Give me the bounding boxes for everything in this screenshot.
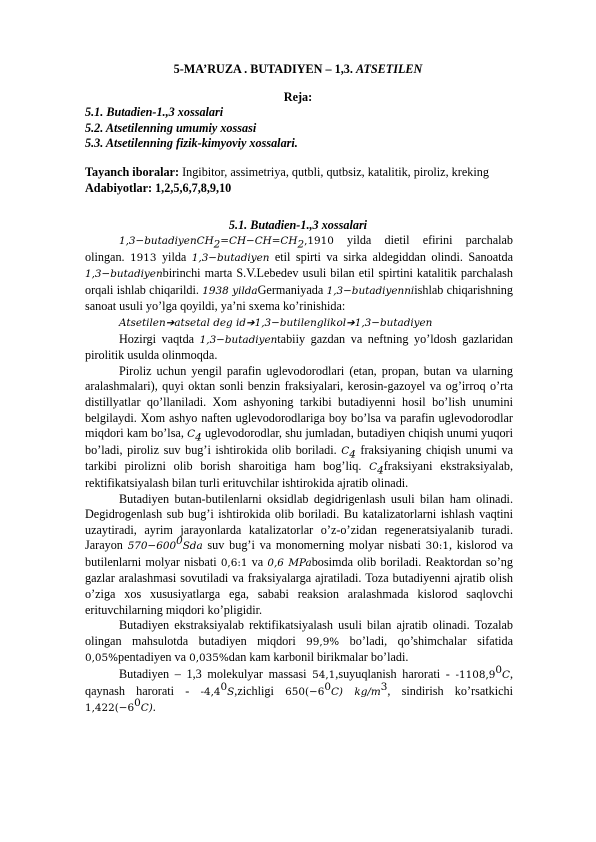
- paragraph-history: $1,3-butadiyenCH_2=CH-CH=CH_2,1910$ yilda dietil efirini parchalab olingan. 1913 yilda 1,3−butadiyen etil spirti va sirka aldegiddan olindi. Sanoatda 1,3−butadiyenbirinchi marta S.V.Lebedev usuli bilan etil spirtini katalitik parchalash orqali ishlab chiqarildi. 1938 yildaGermaniyada 1,3−butadiyenniishlab chiqarishning sanoat usuli yo’lga qoyildi, ya’ni sxema ko’rinishida:: [85, 233, 513, 314]
- reaction-scheme: Atsetilen➔atsetal deg id➔1,3−butilenglikol➔1,3−butadiyen: [119, 316, 433, 329]
- keywords-block: [85, 165, 513, 196]
- body-text: [85, 233, 513, 717]
- literature-line: Adabiyotlar: 1,2,5,6,7,8,9,10: [85, 180, 232, 195]
- lecture-title: 5-MA’RUZA . BUTADIYEN – 1,3. ATSETILEN: [173, 62, 423, 76]
- section-title: 5.1. Butadien-1.,3 xossalari: [228, 218, 368, 232]
- toc-item: 5.1. Butadien-1.,3 xossalari: [85, 105, 224, 119]
- paragraph-extraction: Butadiyen ekstraksiyalab rektifikatsiyalash usuli bilan ajratib olinadi. Tozalab olingan mahsulotda butadiyen miqdori 99,9% bo’ladi, qo’shimchalar sifatida 0,05%pentadiyen va 0,035%dan kam karbonil birikmalar bo’ladi.: [85, 618, 513, 665]
- toc-item: 5.2. Atsetilenning umumiy xossasi: [85, 120, 257, 135]
- table-of-contents: [85, 105, 525, 152]
- paragraph-properties: Butadiyen – 1,3 molekulyar massasi 54,1,suyuqlanish harorati - -1108,9$^0$C, qaynash harorati - -4,4$^0$S,zichligi 650(−6$^0$C) kg/m$^3$, sindirish ko’rsatkichi 1,422(−6$^0$C).: [85, 663, 514, 715]
- keywords-text: Ingibitor, assimetriya, qutbli, qutbsiz, katalitik, piroliz, kreking: [179, 165, 489, 179]
- paragraph-pyrolysis: Piroliz uchun yengil parafin uglevodorodlari (etan, propan, butan va ularning aralashmalari), quyi oktan sonli benzin fraksiyalari, kerosin-gazoyel va og’irroq o’rta distillyatlar qo’llaniladi. Xom ashyoning tarkibi butadiyenni hosil bo’lish unumini belgilaydi. Xom ashyo naften uglevodorodlariga boy bo’lsa va parafin uglevodorodlar miqdori kam bo’lsa, $C_4$ uglevodorodlar, shu jumladan, butadiyen chiqish unumi yuqori bo’ladi, piroliz suv bug’i ishtirokida olib boriladi. $C_4$ fraksiyaning chiqish unumi va tarkibi pirolizni olib borish sharoitiga ham bog’liq. $C_4fraksiyani$ ekstraksiyalab, rektifikatsiyalash bilan turli erituvchilar ishtirokida ajratib olinadi.: [85, 363, 514, 490]
- paragraph-modern: Hozirgi vaqtda 1,3−butadiyentabiiy gazdan va neftning yo’ldosh gazlaridan pirolitik usulda olinmoqda.: [85, 331, 513, 363]
- paragraph-dehydrogenation: Butadiyen butan-butilenlarni oksidlab degidrigenlash usuli bilan ham olinadi. Degidrogenlash sub bug’i ishtirokida olib boriladi. Bu katalizatorlarni ishlash vaqtini uzaytiradi, ayrim jarayonlarda katalizatorlar o’z-o’zidan regeneratsiyalanib turadi. Jarayon $570-600^0Sda$ suv bug’i va monomerning molyar nisbati 30:1, kislorod va butilenlarni molyar nisbati 0,6:1 va 0,6 MPabosimda olib boriladi. Reaktordan so’ng gazlar aralashmasi sovutiladi va fraksiyalarga ajratiladi. Toza butadiyenni ajratib olish o’ziga xos xususiyatlarga ega, sababi reaksion aralashmada kislorod saqlovchi erituvchilarning miqdori ko’pligidir.: [85, 491, 514, 617]
- toc-item: 5.3. Atsetilenning fizik-kimyoviy xossalari.: [85, 136, 298, 151]
- keywords-label: Tayanch iboralar:: [85, 165, 180, 179]
- plan-heading: Reja:: [283, 90, 313, 104]
